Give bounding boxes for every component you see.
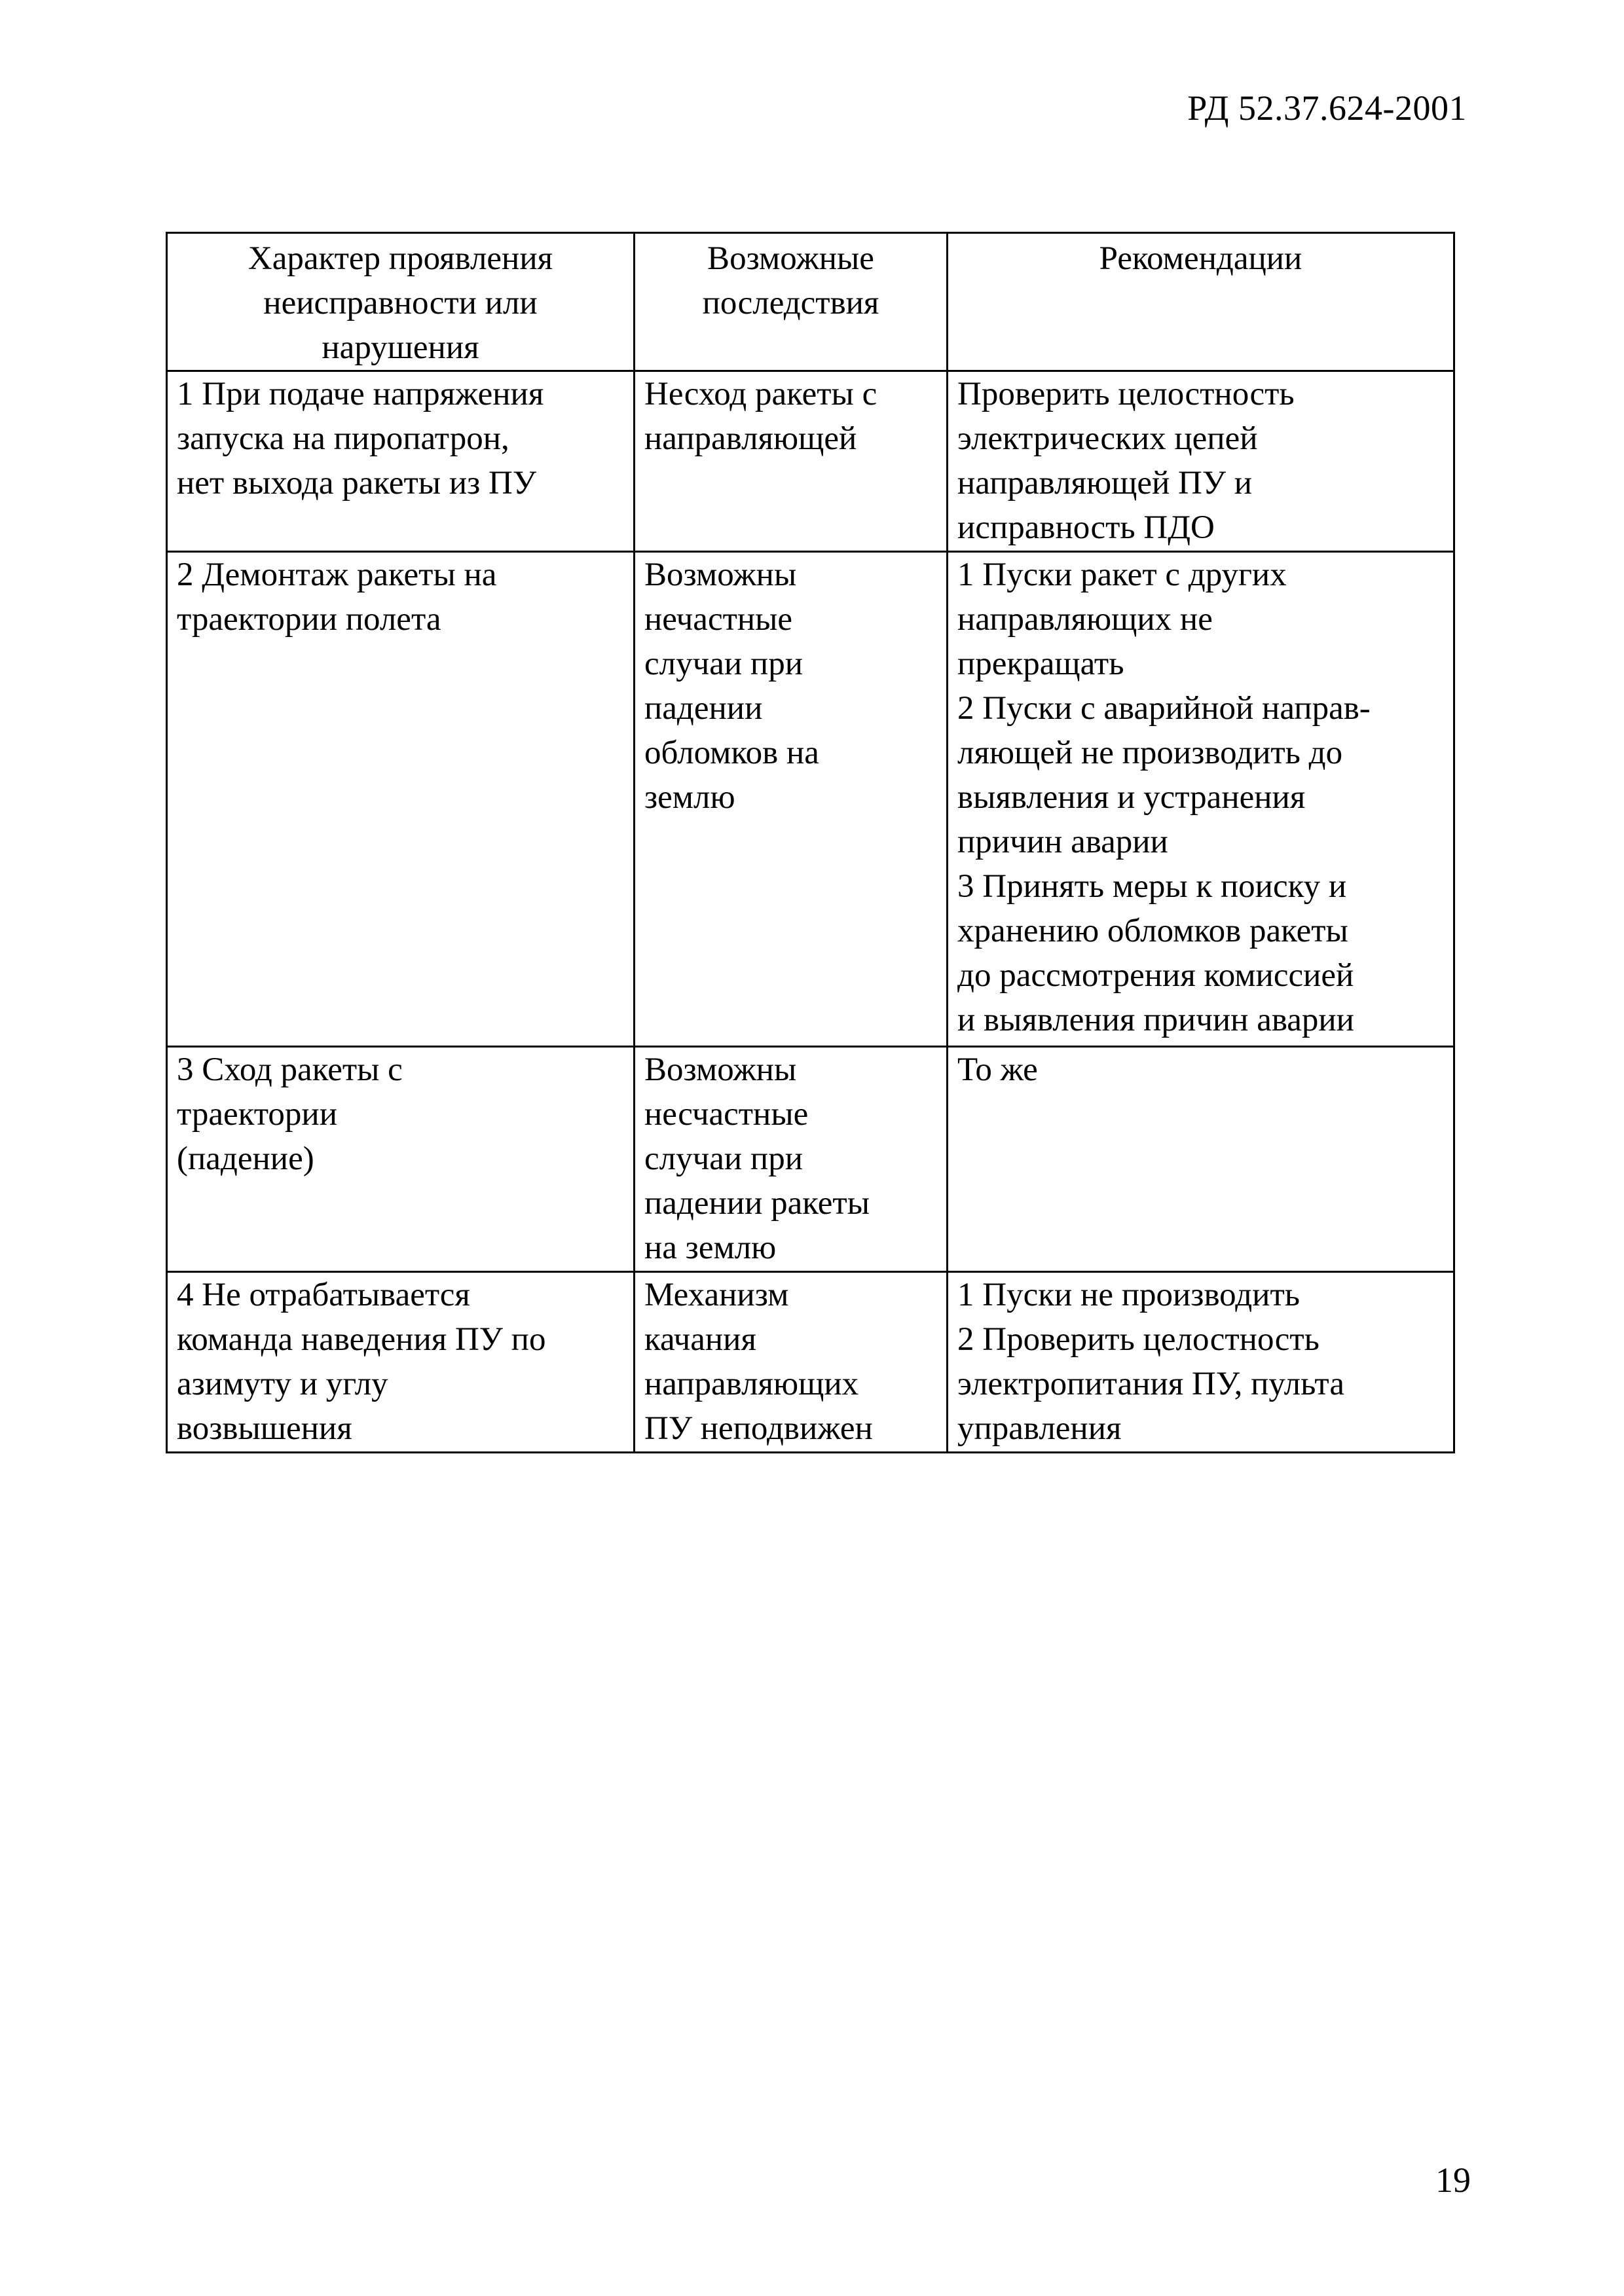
cell-fault: 2 Демонтаж ракеты на траектории полета (167, 552, 635, 1047)
cell-consequence: Механизм качания направляющих ПУ неподвижен (635, 1272, 948, 1453)
cell-recommendation: 1 Пуски ракет с других направляющих не прекращать 2 Пуски с аварийной направ- ляющей не производить до выявления и устранения причин аварии 3 Принять меры к поиску и хранению обломков ракеты до рассмотрения комиссией и выявления причин аварии (948, 552, 1454, 1047)
cell-fault: 1 При подаче напряжения запуска на пиропатрон, нет выхода ракеты из ПУ (167, 371, 635, 552)
table-row (167, 371, 1454, 552)
cell-fault: 4 Не отрабатывается команда наведения ПУ по азимуту и углу возвышения (167, 1272, 635, 1453)
cell-consequence: Возможны несчастные случаи при падении ракеты на землю (635, 1047, 948, 1272)
table-row (167, 1272, 1454, 1453)
page-number: 19 (1435, 2160, 1471, 2200)
cell-recommendation: То же (948, 1047, 1454, 1272)
cell-recommendation: 1 Пуски не производить 2 Проверить целостность электропитания ПУ, пульта управления (948, 1272, 1454, 1453)
column-header-fault: Характер проявления неисправности или нарушения (167, 233, 635, 371)
column-header-consequence: Возможные последствия (635, 233, 948, 371)
document-code: РД 52.37.624-2001 (1187, 88, 1467, 128)
cell-fault: 3 Сход ракеты с траектории (падение) (167, 1047, 635, 1272)
cell-recommendation: Проверить целостность электрических цепей направляющей ПУ и исправность ПДО (948, 371, 1454, 552)
table-row (167, 552, 1454, 1047)
column-header-recommendation: Рекомендации (948, 233, 1454, 371)
table-header-row (167, 233, 1454, 371)
fault-table (166, 232, 1455, 1453)
cell-consequence: Несход ракеты с направляющей (635, 371, 948, 552)
cell-consequence: Возможны нечастные случаи при падении обломков на землю (635, 552, 948, 1047)
table-row (167, 1047, 1454, 1272)
